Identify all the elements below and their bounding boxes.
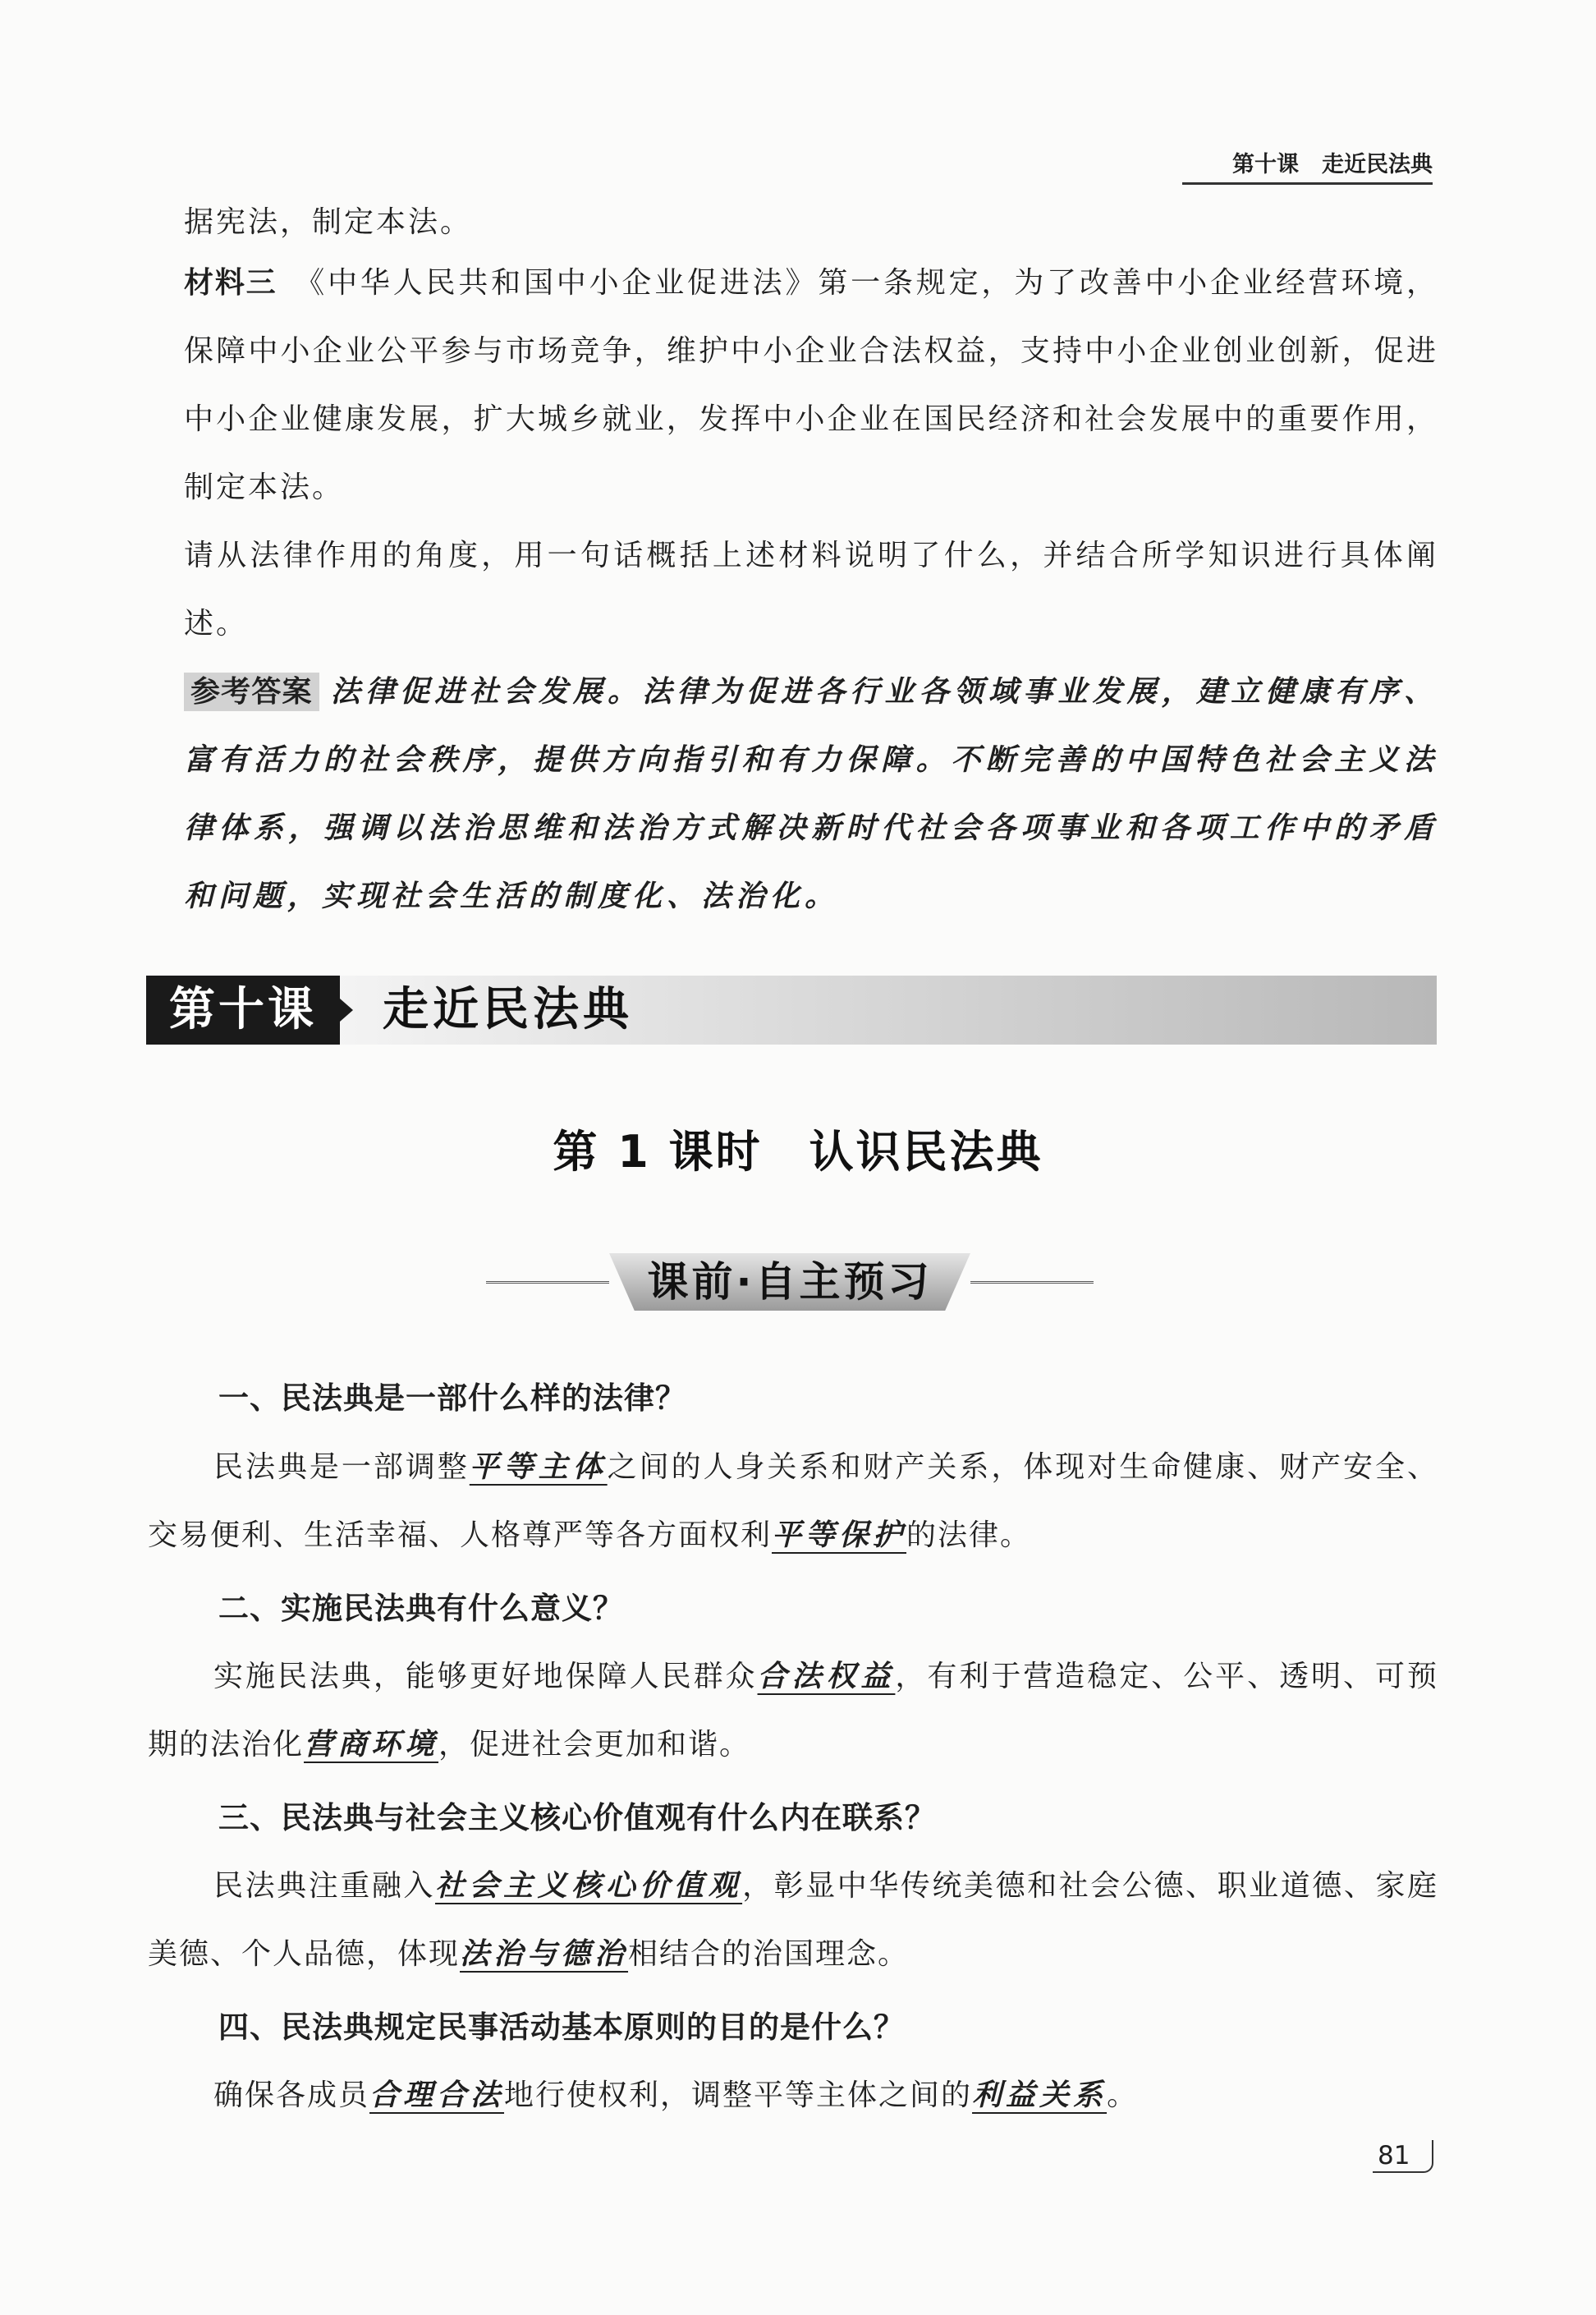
answer-paragraph — [184, 658, 1438, 930]
question-3: 三、民法典与社会主义核心价值观有什么内在联系？ — [218, 1800, 936, 1835]
answer-1-key-1: 平等主体 — [469, 1449, 608, 1484]
answer-text: 法律促进社会发展。法律为促进各行业各领域事业发展，建立健康有序、富有活力的社会秩序，提供方向指引和有力保障。不断完善的中国特色社会主义法律体系，强调以法治思维和法治方式解决新时代社会各项事业和各项工作中的矛盾和问题，实现社会生活的制度化、法治化。 — [184, 674, 1438, 913]
answer-1 — [148, 1433, 1438, 1569]
answer-3-key-2: 法治与德治 — [460, 1936, 629, 1971]
lesson-title: 走近民法典 — [383, 983, 633, 1036]
lesson-heading-bar — [146, 976, 1437, 1045]
answer-4-text-3: 。 — [1107, 2078, 1139, 2112]
section-banner — [486, 1250, 1094, 1316]
banner-text: 课前·自主预习 — [647, 1258, 933, 1306]
answer-3-text-1: 民法典注重融入 — [213, 1869, 435, 1903]
answer-4 — [148, 2061, 1438, 2129]
material3-text: 《中华人民共和国中小企业促进法》第一条规定，为了改善中小企业经营环境，保障中小企业公平参与市场竞争，维护中小企业合法权益，支持中小企业创业创新，促进中小企业健康发展，扩大城乡就业，发挥中小企业在国民经济和社会发展中的重要作用，制定本法。 — [184, 266, 1438, 504]
answer-2 — [148, 1642, 1438, 1779]
answer-2-key-1: 合法权益 — [757, 1659, 896, 1693]
lesson-number: 第十课 — [146, 976, 340, 1045]
material3-paragraph — [184, 249, 1438, 521]
header-title: 走近民法典 — [1322, 152, 1433, 177]
answer-3 — [148, 1852, 1438, 1988]
question-1: 一、民法典是一部什么样的法律？ — [218, 1380, 686, 1416]
question-paragraph: 请从法律作用的角度，用一句话概括上述材料说明了什么，并结合所学知识进行具体阐述。 — [184, 539, 1438, 641]
header-lesson: 第十课 — [1232, 152, 1299, 177]
banner-rule-right — [970, 1281, 1094, 1284]
answer-1-key-2: 平等保护 — [772, 1518, 907, 1552]
answer-2-text-2: ，有利于营造稳定、公平、透明、可预期的法治化 — [148, 1660, 1438, 1762]
answer-4-text-2: 地行使权利，调整平等主体之间的 — [504, 2078, 973, 2112]
material3-label: 材料三 — [184, 266, 277, 300]
answer-4-text-1: 确保各成员 — [213, 2078, 370, 2112]
arrow-icon — [340, 999, 353, 1022]
answer-2-text-1: 实施民法典，能够更好地保障人民群众 — [213, 1660, 758, 1693]
material2-tail: 据宪法，制定本法。 — [184, 205, 473, 239]
answer-1-text-2: 之间的人身关系和财产关系，体现对生命健康、财产安全、交易便利、生活幸福、人格尊严等各方面权利 — [148, 1450, 1438, 1552]
answer-4-key-2: 利益关系 — [972, 2078, 1108, 2112]
session-title: 第 1 课时 认识民法典 — [553, 1126, 1043, 1178]
banner-rule-left — [486, 1281, 609, 1284]
running-header — [1182, 146, 1433, 185]
answer-2-text-3: ，促进社会更加和谐。 — [438, 1728, 751, 1762]
answer-3-key-1: 社会主义核心价值观 — [434, 1868, 743, 1903]
page-number: 81 — [1373, 2140, 1433, 2173]
answer-1-text-1: 民法典是一部调整 — [213, 1450, 470, 1484]
question-4: 四、民法典规定民事活动基本原则的目的是什么？ — [218, 2010, 905, 2045]
question-2: 二、实施民法典有什么意义？ — [218, 1591, 624, 1626]
answer-label: 参考答案 — [184, 673, 319, 711]
answer-2-key-2: 营商环境 — [304, 1727, 439, 1762]
answer-3-text-2: ，彰显中华传统美德和社会公德、职业道德、家庭美德、个人品德，体现 — [148, 1869, 1438, 1971]
answer-1-text-3: 的法律。 — [906, 1518, 1032, 1552]
answer-3-text-3: 相结合的治国理念。 — [628, 1937, 910, 1971]
answer-4-key-1: 合理合法 — [369, 2078, 505, 2112]
